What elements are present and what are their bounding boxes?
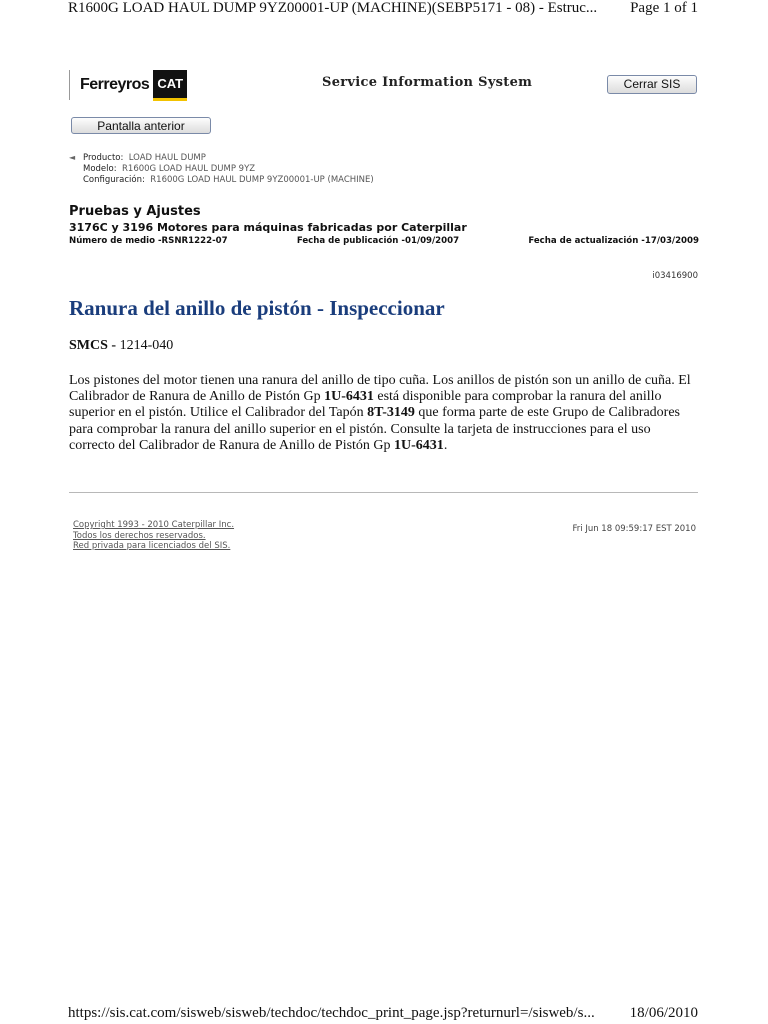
ferreyros-cat-logo <box>69 70 187 100</box>
document-id: i03416900 <box>652 271 698 281</box>
print-header <box>68 0 698 18</box>
pantalla-anterior-button[interactable]: Pantalla anterior <box>71 117 211 134</box>
modelo-value: R1600G LOAD HAUL DUMP 9YZ <box>122 164 256 174</box>
update-date: Fecha de actualización -17/03/2009 <box>528 236 699 246</box>
back-arrow-icon[interactable]: ◄ <box>69 153 76 162</box>
ferreyros-logo: Ferreyros <box>80 76 150 93</box>
part-number-8t-3149: 8T-3149 <box>367 405 415 421</box>
article-body <box>69 373 699 454</box>
print-footer-date: 18/06/2010 <box>629 1005 698 1021</box>
section-subtitle: 3176C y 3196 Motores para máquinas fabricadas por Caterpillar <box>69 221 467 234</box>
smcs-code <box>69 338 173 354</box>
section-title: Pruebas y Ajustes <box>69 204 201 219</box>
rights-reserved-link[interactable]: Todos los derechos reservados. <box>73 530 206 541</box>
cerrar-sis-button[interactable]: Cerrar SIS <box>607 75 697 94</box>
article-title: Ranura del anillo de pistón - Inspeccionar <box>69 296 445 320</box>
body-text-4: . <box>443 437 448 453</box>
smcs-value: 1214-040 <box>119 338 174 353</box>
producto-value: LOAD HAUL DUMP <box>128 153 206 163</box>
breadcrumb-producto <box>83 153 374 164</box>
part-number-1u-6431: 1U-6431 <box>324 389 374 405</box>
smcs-label: SMCS - <box>69 338 117 353</box>
breadcrumb-configuracion <box>83 175 374 186</box>
timestamp: Fri Jun 18 09:59:17 EST 2010 <box>572 524 696 534</box>
print-footer-url: https://sis.cat.com/sisweb/sisweb/techdoc/techdoc_print_page.jsp?returnurl=/sisweb/s... <box>68 1005 595 1021</box>
private-network-link[interactable]: Red privada para licenciados del SIS. <box>73 541 231 551</box>
print-header-title: R1600G LOAD HAUL DUMP 9YZ00001-UP (MACHINE)(SEBP5171 - 08) - Estruc... <box>68 0 598 16</box>
document-metadata <box>69 236 699 246</box>
producto-label: Producto: <box>83 153 124 163</box>
cat-logo: CAT <box>153 70 187 101</box>
print-header-page: Page 1 of 1 <box>630 0 698 16</box>
configuracion-value: R1600G LOAD HAUL DUMP 9YZ00001-UP (MACHINE) <box>150 175 374 185</box>
divider <box>69 492 698 493</box>
body-text-2: está disponible para comprobar la ranura del anillo superior en el pistón. Utilice el Calibrador del Tapón <box>69 389 662 421</box>
copyright-block <box>73 520 234 552</box>
service-information-system-title: Service Information System <box>322 75 533 90</box>
breadcrumb <box>83 153 374 186</box>
publication-date: Fecha de publicación -01/09/2007 <box>296 236 460 246</box>
body-text-3: que forma parte de este Grupo de Calibradores para comprobar la ranura del anillo superior en el pistón. Consulte la tarjeta de instrucciones para el uso correcto del Calibrador de Ranura de Anillo de Pistón Gp <box>69 405 680 453</box>
part-number-1u-6431-second: 1U-6431 <box>394 437 444 453</box>
body-text-1: Los pistones del motor tienen una ranura del anillo de tipo cuña. Los anillos de pistón son un anillo de cuña. El Calibrador de Ranura de Anillo de Pistón Gp <box>69 373 691 405</box>
modelo-label: Modelo: <box>83 164 117 174</box>
media-number: Número de medio -RSNR1222-07 <box>69 236 228 246</box>
copyright-link[interactable]: Copyright 1993 - 2010 Caterpillar Inc. <box>73 520 235 530</box>
print-footer <box>68 1005 698 1023</box>
breadcrumb-modelo <box>83 164 374 175</box>
configuracion-label: Configuración: <box>83 175 145 185</box>
